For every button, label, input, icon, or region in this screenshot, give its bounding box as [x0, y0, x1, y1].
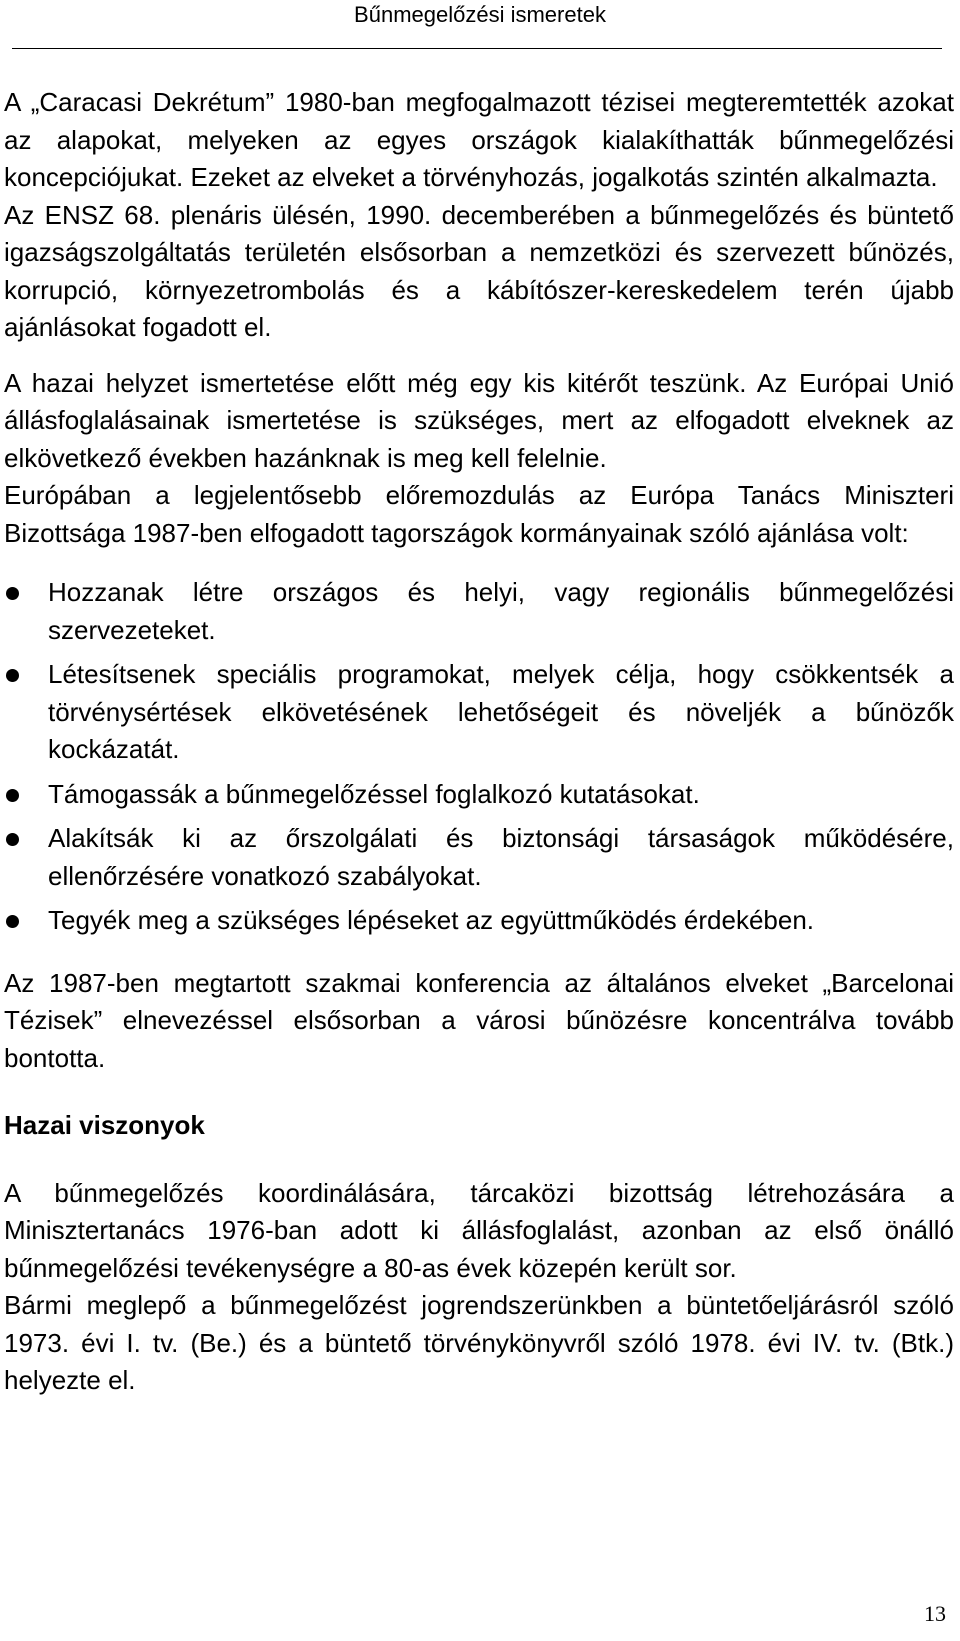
list-item	[4, 902, 954, 940]
paragraph-minisztertanacs: A bűnmegelőzés koordinálására, tárcaközi bizottság létrehozására a Minisztertanács 1976-ban adott ki állásfoglalást, azonban az első önálló bűnmegelőzési tevékenységre a 80-as évek közepén került sor.	[4, 1177, 954, 1283]
paragraph-caracas: A „Caracasi Dekrétum” 1980-ban megfogalmazott tézisei megteremtették azokat az alapokat, melyeken az egyes országok kialakíthatták bűnmegelőzési koncepciójukat. Ezeket az elveket a törvényhozás, jogalkotás szintén alkalmazta.	[4, 87, 954, 192]
list-item	[4, 820, 954, 895]
section-heading: Hazai viszonyok	[4, 1110, 205, 1140]
list-item	[4, 574, 954, 649]
bullet-icon	[6, 669, 19, 682]
page-body	[4, 84, 954, 1400]
paragraph-jogrendszer: Bármi meglepő a bűnmegelőzést jogrendszerünkben a büntetőeljárásról szóló 1973. évi I. tv. (Be.) és a büntető törvénykönyvről szóló 1978. évi IV. tv. (Btk.) helyezte el.	[4, 1290, 954, 1395]
list-item-text: Támogassák a bűnmegelőzéssel foglalkozó kutatásokat.	[48, 778, 700, 809]
paragraph-ensz: Az ENSZ 68. plenáris ülésén, 1990. decemberében a bűnmegelőzés és büntető igazságszolgáltatás területén elsősorban a nemzetközi és szervezett bűnözés, korrupció, környezetrombolás és a kábítószer-kereskedelem terén újabb ajánlásokat fogadott el.	[4, 199, 954, 342]
header-rule	[12, 48, 942, 49]
paragraph-europa: Európában a legjelentősebb előremozdulás az Európa Tanács Miniszteri Bizottsága 1987-ben elfogadott tagországok kormányainak szóló ajánlása volt:	[4, 480, 954, 548]
list-item-text: Tegyék meg a szükséges lépéseket az együttműködés érdekében.	[48, 905, 815, 935]
bullet-icon	[6, 587, 19, 600]
bullet-icon	[6, 789, 19, 802]
list-item-text: Létesítsenek speciális programokat, melyek célja, hogy csökkentsék a törvénysértések elkövetésének lehetőségeit és növeljék a bűnözők kockázatát.	[48, 659, 954, 764]
page-number: 13	[924, 1601, 946, 1626]
bullet-icon	[6, 833, 19, 846]
list-item-text: Hozzanak létre országos és helyi, vagy regionális bűnmegelőzési szervezeteket.	[48, 577, 954, 645]
paragraph-barcelona: Az 1987-ben megtartott szakmai konferencia az általános elveket „Barcelonai Tézisek” elnevezéssel elsősorban a városi bűnözésre koncentrálva tovább bontotta.	[4, 967, 954, 1073]
bullet-icon	[6, 915, 19, 928]
recommendation-list	[4, 574, 954, 940]
paragraph-hazai-helyzet: A hazai helyzet ismertetése előtt még egy kis kitérőt teszünk. Az Európai Unió állásfoglalásainak ismertetése is szükséges, mert az elfogadott elveknek az elkövetkező években hazánknak is meg kell felelnie.	[4, 367, 954, 473]
list-item-text: Alakítsák ki az őrszolgálati és biztonsági társaságok működésére, ellenőrzésére vonatkozó szabályokat.	[48, 823, 954, 891]
list-item	[4, 776, 954, 814]
running-header: Bűnmegelőzési ismeretek	[354, 2, 606, 27]
list-item	[4, 656, 954, 769]
